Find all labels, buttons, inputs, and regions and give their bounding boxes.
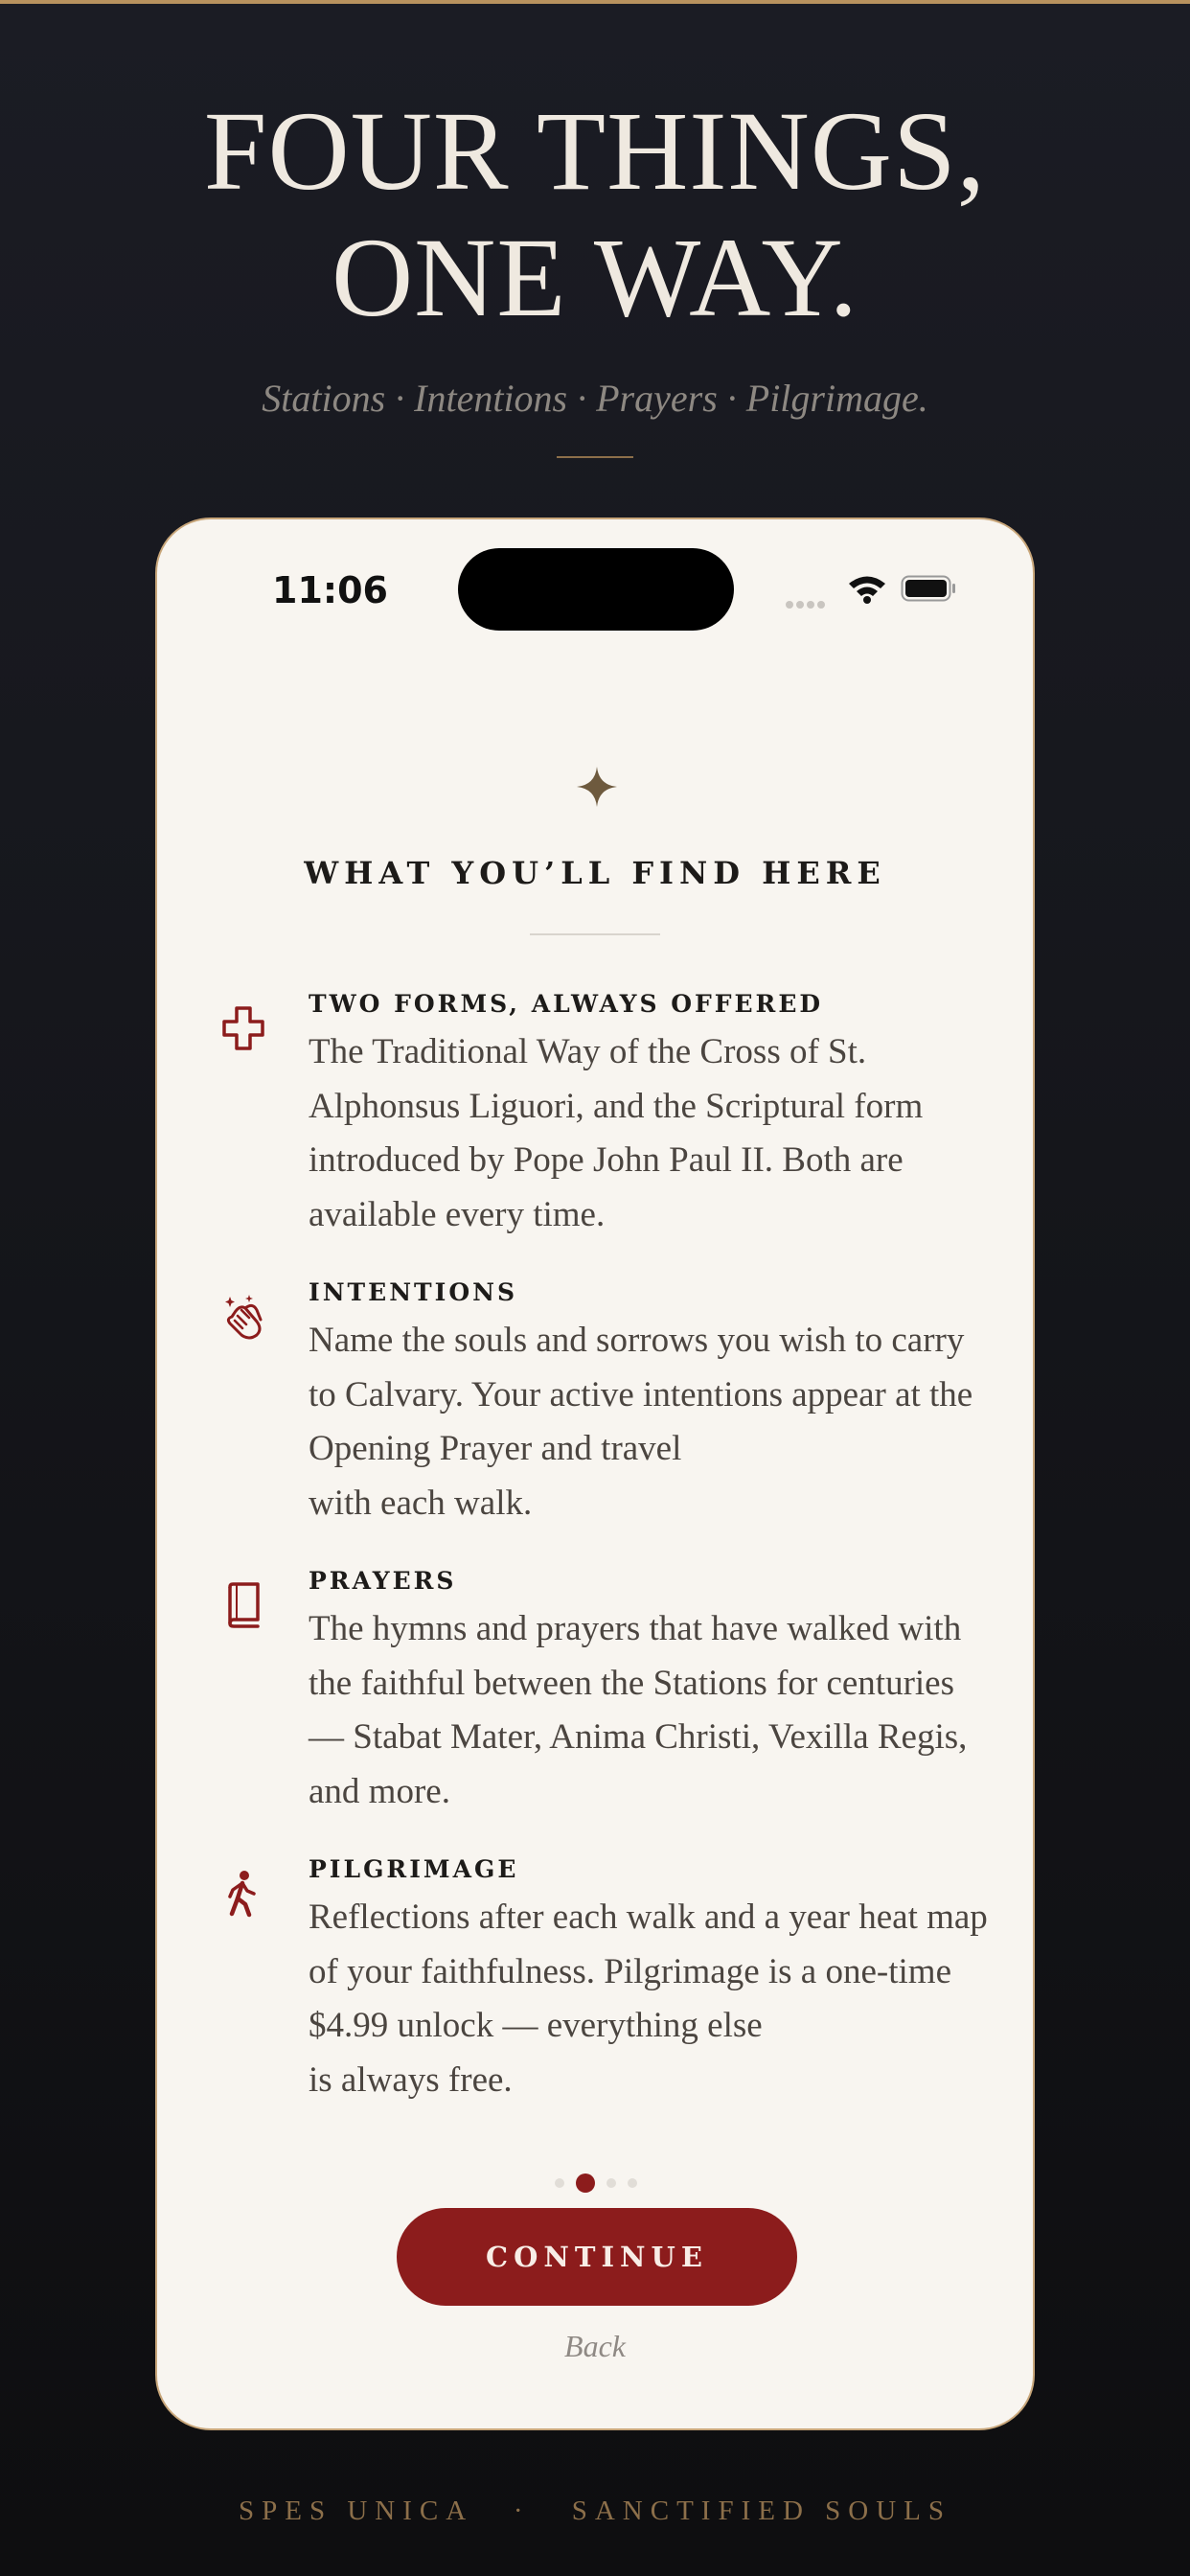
feature-body-text: is always free. bbox=[309, 2059, 513, 2100]
praying-hands-icon bbox=[220, 1293, 266, 1341]
status-time: 11:06 bbox=[272, 569, 388, 611]
feature-body bbox=[309, 1314, 998, 1530]
phone-frame bbox=[155, 518, 1035, 2430]
feature-body-text: Reflections after each walk and a year heat map of your faithfulness. Pilgrimage is a one-time $4.99 unlock — everything else bbox=[309, 1898, 988, 2045]
feature-body bbox=[309, 1891, 998, 2107]
hero-divider bbox=[557, 456, 633, 458]
walking-person-icon bbox=[220, 1870, 266, 1918]
section-divider bbox=[530, 933, 660, 935]
pagination-dot-active[interactable] bbox=[576, 2174, 595, 2193]
feature-heading: PRAYERS bbox=[309, 1567, 457, 1595]
feature-body-text: with each walk. bbox=[309, 1483, 533, 1523]
footer-separator: · bbox=[513, 2496, 531, 2526]
continue-button[interactable]: CONTINUE bbox=[397, 2208, 797, 2306]
cross-icon bbox=[220, 1004, 266, 1052]
book-icon bbox=[220, 1581, 266, 1629]
hero-title-line1: FOUR THINGS, bbox=[203, 88, 987, 214]
top-accent-bar bbox=[0, 0, 1190, 4]
sparkle-icon bbox=[577, 767, 617, 807]
pagination-dots bbox=[555, 2174, 641, 2193]
pagination-dot[interactable] bbox=[555, 2178, 564, 2188]
pagination-dot[interactable] bbox=[606, 2178, 616, 2188]
feature-body: The hymns and prayers that have walked with the faithful between the Stations for centuries — Stabat Mater, Anima Christi, Vexilla Regis, and more. bbox=[309, 1609, 968, 1811]
feature-heading: PILGRIMAGE bbox=[309, 1855, 519, 1883]
hero-title bbox=[0, 88, 1190, 341]
pagination-dot[interactable] bbox=[628, 2178, 637, 2188]
footer-left-text: SPES UNICA bbox=[238, 2496, 472, 2526]
hero-title-line2: ONE WAY. bbox=[331, 215, 859, 340]
hero-subtitle: Stations · Intentions · Prayers · Pilgrimage. bbox=[262, 377, 928, 420]
back-link[interactable]: Back bbox=[564, 2329, 626, 2363]
signal-icon bbox=[786, 594, 828, 604]
feature-body: The Traditional Way of the Cross of St. Alphonsus Liguori, and the Scriptural form introduced by Pope John Paul II. Both are available every time. bbox=[309, 1032, 924, 1234]
feature-heading: TWO FORMS, ALWAYS OFFERED bbox=[309, 990, 824, 1018]
feature-heading: INTENTIONS bbox=[309, 1278, 518, 1306]
footer-brand bbox=[0, 2496, 1190, 2527]
feature-body-text: Name the souls and sorrows you wish to carry to Calvary. Your active intentions appear at the Opening Prayer and travel bbox=[309, 1321, 973, 1468]
wifi-icon bbox=[847, 573, 887, 604]
dynamic-island bbox=[458, 548, 734, 631]
section-title: WHAT YOU’LL FIND HERE bbox=[304, 855, 886, 891]
battery-icon bbox=[901, 575, 956, 602]
footer-right-text: SANCTIFIED SOULS bbox=[571, 2496, 952, 2526]
